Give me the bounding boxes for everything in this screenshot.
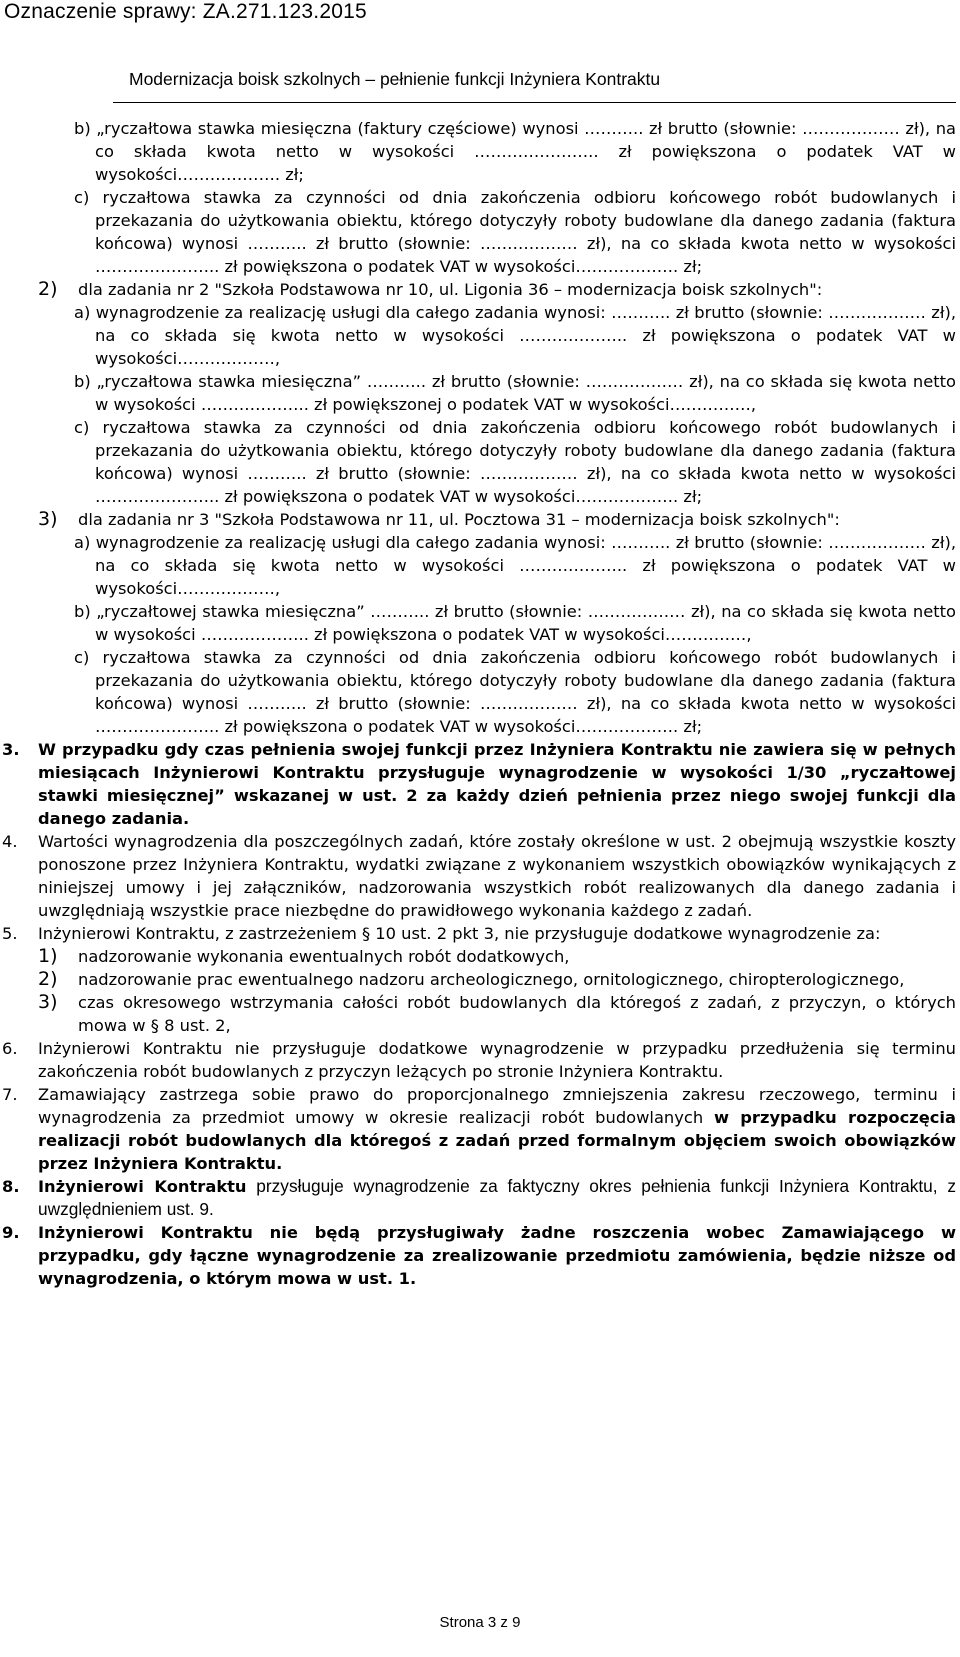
section-7-text: Zamawiający zastrzega sobie prawo do proporcjonalnego zmniejszenia zakresu rzeczowego, terminu i wynagrodzenia za przedmiot umowy w okresie realizacji robót budowlanych xyxy=(38,1085,956,1127)
section-9 xyxy=(2,1221,956,1290)
section-5-number: 5. xyxy=(2,924,18,943)
item-3-a: a) wynagrodzenie za realizację usługi dla całego zadania wynosi: ……….. zł brutto (słownie: ……………… zł), na co składa się kwota netto w wysokości ……………….. zł powiększona o podatek VAT w wysokości………………, xyxy=(74,533,956,598)
section-9-text: Inżynierowi Kontraktu nie będą przysługiwały żadne roszczenia wobec Zamawiającego w przypadku, gdy łączne wynagrodzenie za zrealizowanie przedmiotu zamówienia, będzie niższe od wynagrodzenia, o którym mowa w ust. 1. xyxy=(38,1223,956,1288)
item-2-c: c) ryczałtowa stawka za czynności od dnia zakończenia odbioru końcowego robót budowlanych i przekazania do użytkowania obiektu, którego dotyczyły roboty budowlane dla danego zadania (faktura końcowa) wynosi ……….. zł brutto (słownie: ……………… zł), na co składa kwota netto w wysokości ………………….. zł powiększona o podatek VAT w wysokości………………. zł; xyxy=(74,418,956,506)
task-3-heading xyxy=(38,508,956,531)
section-7-emphasis: w przypadku rozpoczęcia realizacji robót budowlanych dla któregoś z zadań przed formalnym objęciem swoich obowiązków przez Inżyniera Kontraktu. xyxy=(38,1108,956,1173)
section-6-text: Inżynierowi Kontraktu nie przysługuje dodatkowe wynagrodzenie w przypadku przedłużenia się terminu zakończenia robót budowlanych z przyczyn leżących po stronie Inżyniera Kontraktu. xyxy=(38,1039,956,1081)
section-8 xyxy=(2,1175,956,1221)
task-2-text: dla zadania nr 2 "Szkoła Podstawowa nr 10, ul. Ligonia 36 – modernizacja boisk szkolnych": xyxy=(78,280,823,299)
section-3 xyxy=(2,738,956,830)
header-rule xyxy=(113,102,956,103)
section-3-number: 3. xyxy=(2,740,20,759)
item-1-b: b) „ryczałtowa stawka miesięczna (faktury częściowe) wynosi ……….. zł brutto (słownie: ……………… zł), na co składa kwota netto w wysokości ………………….. zł powiększona o podatek VAT w wysokości………………. zł; xyxy=(74,119,956,184)
task-2-heading xyxy=(38,278,956,301)
document-body xyxy=(2,117,956,1290)
section-6 xyxy=(2,1037,956,1083)
task-3-text: dla zadania nr 3 "Szkoła Podstawowa nr 11, ul. Pocztowa 31 – modernizacja boisk szkolnych": xyxy=(78,510,840,529)
section-5-item-2-number: 2) xyxy=(38,968,58,990)
section-8-number: 8. xyxy=(2,1177,20,1196)
section-5-item-1 xyxy=(38,945,956,968)
item-3-c: c) ryczałtowa stawka za czynności od dnia zakończenia odbioru końcowego robót budowlanych i przekazania do użytkowania obiektu, którego dotyczyły roboty budowlane dla danego zadania (faktura końcowa) wynosi ……….. zł brutto (słownie: ……………… zł), na co składa kwota netto w wysokości ………………….. zł powiększona o podatek VAT w wysokości………………. zł; xyxy=(74,648,956,736)
item-2-a: a) wynagrodzenie za realizację usługi dla całego zadania wynosi: ……….. zł brutto (słownie: ……………… zł), na co składa się kwota netto w wysokości ……………….. zł powiększona o podatek VAT w wysokości………………, xyxy=(74,303,956,368)
section-5-text: Inżynierowi Kontraktu, z zastrzeżeniem § 10 ust. 2 pkt 3, nie przysługuje dodatkowe wynagrodzenie za: xyxy=(38,924,881,943)
task-3-number: 3) xyxy=(38,508,58,530)
section-3-text: W przypadku gdy czas pełnienia swojej funkcji przez Inżyniera Kontraktu nie zawiera się w pełnych miesiącach Inżynierowi Kontraktu przysługuje wynagrodzenie w wysokości 1/30 „ryczałtowej stawki miesięcznej” wskazanej w ust. 2 za każdy dzień pełnienia przez niego swojej funkcji dla danego zadania. xyxy=(38,740,956,828)
section-8-emphasis: Inżynierowi Kontraktu xyxy=(38,1177,247,1196)
section-5-item-2-text: nadzorowanie prac ewentualnego nadzoru archeologicznego, ornitologicznego, chiropterologicznego, xyxy=(78,970,905,989)
item-1-c: c) ryczałtowa stawka za czynności od dnia zakończenia odbioru końcowego robót budowlanych i przekazania do użytkowania obiektu, którego dotyczyły roboty budowlane dla danego zadania (faktura końcowa) wynosi ……….. zł brutto (słownie: ……………… zł), na co składa kwota netto w wysokości ………………….. zł powiększona o podatek VAT w wysokości………………. zł; xyxy=(74,188,956,276)
section-5-item-1-text: nadzorowanie wykonania ewentualnych robót dodatkowych, xyxy=(78,947,570,966)
section-5-item-2 xyxy=(38,968,956,991)
section-5-item-3 xyxy=(38,991,956,1037)
section-5-item-3-number: 3) xyxy=(38,991,58,1013)
page-number: Strona 3 z 9 xyxy=(439,1614,521,1631)
section-5 xyxy=(2,922,956,945)
section-4-text: Wartości wynagrodzenia dla poszczególnych zadań, które zostały określone w ust. 2 obejmują wszystkie koszty ponoszone przez Inżyniera Kontraktu, wydatki związane z wykonaniem wszystkich obowiązków wynikających z niniejszej umowy i jej załączników, nadzorowania wszystkich robót realizowanych dla danego zadania i uwzględniają wszystkie prace niezbędne do prawidłowego wykonania każdego z zadań. xyxy=(38,832,956,920)
section-7-number: 7. xyxy=(2,1085,18,1104)
item-2-b: b) „ryczałtowa stawka miesięczna” ……….. zł brutto (słownie: ……………… zł), na co składa się kwota netto w wysokości ……………….. zł powiększonej o podatek VAT w wysokości……………, xyxy=(74,372,956,414)
section-4 xyxy=(2,830,956,922)
section-7 xyxy=(2,1083,956,1175)
section-5-item-1-number: 1) xyxy=(38,945,58,967)
section-4-number: 4. xyxy=(2,832,18,851)
document-title: Modernizacja boisk szkolnych – pełnienie funkcji Inżyniera Kontraktu xyxy=(129,69,661,89)
section-8-text: przysługuje wynagrodzenie za faktyczny okres pełnienia funkcji Inżyniera Kontraktu, z uwzględnieniem ust. 9. xyxy=(38,1176,956,1219)
task-2-number: 2) xyxy=(38,278,58,300)
section-9-number: 9. xyxy=(2,1223,20,1242)
item-3-b: b) „ryczałtowej stawka miesięczna” ……….. zł brutto (słownie: ……………… zł), na co składa się kwota netto w wysokości ……………….. zł powiększona o podatek VAT w wysokości……………, xyxy=(74,602,956,644)
case-number: Oznaczenie sprawy: ZA.271.123.2015 xyxy=(4,0,367,23)
section-5-item-3-text: czas okresowego wstrzymania całości robót budowlanych dla któregoś z zadań, z przyczyn, o których mowa w § 8 ust. 2, xyxy=(78,993,956,1035)
section-6-number: 6. xyxy=(2,1039,18,1058)
